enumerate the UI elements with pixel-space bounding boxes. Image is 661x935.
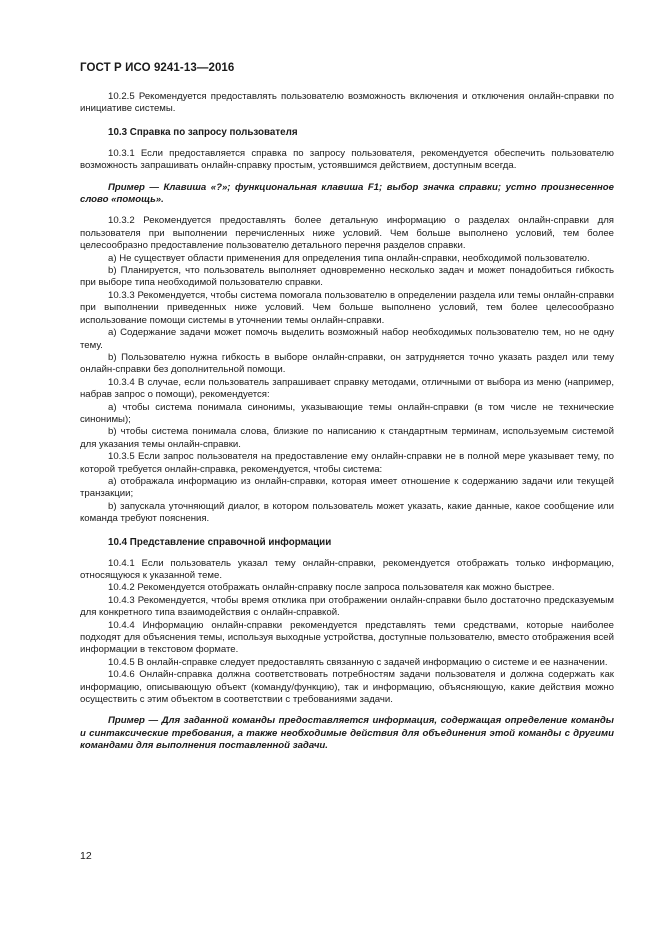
list-item-10-3-4-b: b) чтобы система понимала слова, близкие по написанию к стандартным терминам, используемым системой для указания темы онлайн-справки.: [80, 426, 614, 450]
paragraph-10-4-2: 10.4.2 Рекомендуется отображать онлайн-справку после запроса пользователя как можно быстрее.: [108, 582, 555, 594]
list-item-10-3-2-b: b) Планируется, что пользователь выполняет одновременно несколько задач и может понадобиться гибкость при выборе типа необходимой пользователю справки.: [80, 265, 614, 289]
list-item-10-3-5-a: a) отображала информацию из онлайн-справки, которая имеет отношение к содержанию задачи или текущей транзакции;: [80, 475, 614, 500]
paragraph-10-3-4: 10.3.4 В случае, если пользователь запрашивает справку методами, отличными от выбора из меню (например, набрав запрос о помощи), рекомендуется:: [80, 376, 614, 401]
paragraph-10-3-3: 10.3.3 Рекомендуется, чтобы система помогала пользователю в определении раздела или темы онлайн-справки при выполнении приведенных ниже условий. Чем больше выполнено условий, тем более целесообразно использование помощи системы в уточнении темы онлайн-справки.: [80, 289, 614, 326]
list-item-10-3-5-b: b) запускала уточняющий диалог, в котором пользователь может указать, какие данные, какое сообщение или команда требуют пояснения.: [80, 500, 614, 525]
section-heading-10-3: 10.3 Справка по запросу пользователя: [108, 126, 298, 138]
paragraph-10-4-1: 10.4.1 Если пользователь указал тему онлайн-справки, рекомендуется отображать только информацию, относящуюся к указанной теме.: [80, 557, 614, 581]
paragraph-10-3-1: 10.3.1 Если предоставляется справка по запросу пользователя, рекомендуется обеспечить пользователю возможность запрашивать онлайн-справку простым, устоявшимся действием, доступным всегда.: [80, 147, 614, 172]
example-note-1: Пример — Клавиша «?»; функциональная клавиша F1; выбор значка справки; устно произнесенное слово «помощь».: [80, 181, 614, 206]
body-text: [80, 91, 614, 762]
list-item-10-3-3-b: b) Пользователю нужна гибкость в выборе онлайн-справки, он затрудняется точно указать раздел или тему онлайн-справки без дополнительной помощи.: [80, 351, 614, 376]
page-number: 12: [80, 850, 92, 862]
list-item-10-3-3-a: a) Содержание задачи может помочь выделить возможный набор необходимых пользователю тем, но не одну тему.: [80, 327, 614, 351]
standard-header: ГОСТ Р ИСО 9241-13—2016: [80, 62, 235, 74]
list-item-10-3-2-a: a) Не существует области применения для определения типа онлайн-справки, необходимой пользователю.: [108, 252, 590, 264]
example-note-2: Пример — Для заданной команды предоставляется информация, содержащая определение команды и синтаксические требования, а также необходимые действия для объединения этой команды с другими командами для выполнения поставленной задачи.: [80, 715, 614, 752]
paragraph-10-4-5: 10.4.5 В онлайн-справке следует предоставлять связанную с задачей информацию о системе и ее назначении.: [108, 656, 608, 668]
paragraph-10-4-6: 10.4.6 Онлайн-справка должна соответствовать потребностям задачи пользователя и должна содержать как информацию, описывающую объект (команду/функцию), так и информацию, объясняющую, какие действия можно осуществить с этим объектом в соответствии с требованиями задачи.: [80, 669, 614, 706]
paragraph-10-3-2: 10.3.2 Рекомендуется предоставлять более детальную информацию о разделах онлайн-справки для пользователя при выполнении перечисленных ниже условий. Чем больше выполнено условий, тем более целесообразно предоставление пользователю детального перечня разделов справки.: [80, 215, 614, 252]
paragraph-10-3-5: 10.3.5 Если запрос пользователя на предоставление ему онлайн-справки не в полной мере указывает тему, по которой требуется онлайн-справка, рекомендуется, чтобы система:: [80, 451, 614, 475]
list-item-10-3-4-a: a) чтобы система понимала синонимы, указывающие темы онлайн-справки (в том числе не технические синонимы);: [80, 401, 614, 425]
paragraph-10-4-3: 10.4.3 Рекомендуется, чтобы время отклика при отображении онлайн-справки было достаточно предсказуемым для конкретного типа взаимодействия с онлайн-справкой.: [80, 594, 614, 619]
paragraph-10-2-5: 10.2.5 Рекомендуется предоставлять пользователю возможность включения и отключения онлайн-справки по инициативе системы.: [80, 91, 614, 115]
section-heading-10-4: 10.4 Представление справочной информации: [108, 536, 332, 548]
paragraph-10-4-4: 10.4.4 Информацию онлайн-справки рекомендуется представлять теми средствами, которые наиболее подходят для объяснения темы, используя выходные устройства, доступные пользователю, вместо отображения всей информации в текстовом формате.: [80, 619, 614, 656]
